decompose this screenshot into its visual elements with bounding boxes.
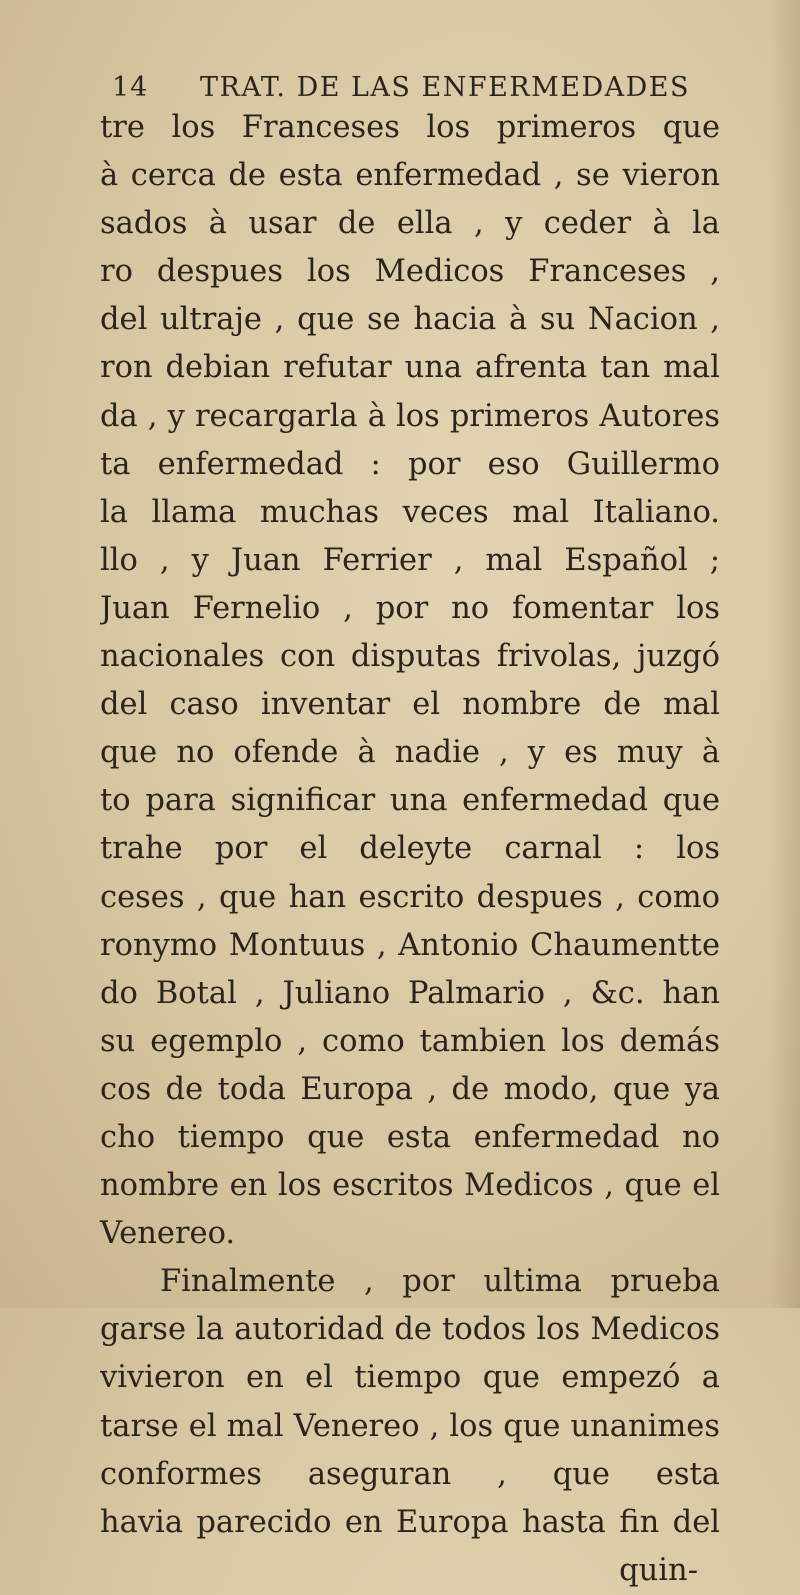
text-line: cos de toda Europa , de modo, que ya <box>100 1071 720 1107</box>
text-line: à cerca de esta enfermedad , se vieron <box>100 158 720 194</box>
text-line: ceses , que han escrito despues , como <box>100 879 720 915</box>
text-line: nombre en los escritos Medicos , que el <box>100 1168 720 1204</box>
text-line: trahe por el deleyte carnal : los <box>100 831 720 867</box>
text-line: llo , y Juan Ferrier , mal Español ; <box>100 542 720 578</box>
paragraph-start-line: Finalmente , por ultima prueba <box>160 1264 720 1300</box>
catchword: quin- <box>619 1552 698 1588</box>
text-line: que no ofende à nadie , y es muy à <box>100 735 720 771</box>
text-line: vivieron en el tiempo que empezó a <box>100 1360 720 1396</box>
text-line: do Botal , Juliano Palmario , &c. han <box>100 975 720 1011</box>
paragraph-end-line: Venereo. <box>100 1216 236 1252</box>
running-title: TRAT. DE LAS ENFERMEDADES <box>200 72 690 103</box>
text-line: nacionales con disputas frivolas, juzgó <box>100 639 720 675</box>
text-line: la llama muchas veces mal Italiano. <box>100 494 720 530</box>
text-line: Juan Fernelio , por no fomentar los <box>100 590 720 626</box>
text-line: cho tiempo que esta enfermedad no <box>100 1119 720 1155</box>
text-line: tre los Franceses los primeros que <box>100 110 720 145</box>
page-edge-shadow <box>770 0 800 1308</box>
body-text <box>100 104 720 1595</box>
page-number: 14 <box>112 72 149 103</box>
text-line: to para significar una enfermedad que <box>100 783 720 819</box>
text-line: del caso inventar el nombre de mal <box>100 687 720 723</box>
text-line: ta enfermedad : por eso Guillermo <box>100 446 720 482</box>
text-line: ron debian refutar una afrenta tan mal <box>100 350 720 386</box>
text-line: del ultraje , que se hacia à su Nacion , <box>100 302 720 338</box>
text-line: su egemplo , como tambien los demás <box>100 1023 720 1059</box>
text-line: havia parecido en Europa hasta fin del <box>100 1504 720 1540</box>
text-line: ro despues los Medicos Franceses , <box>100 254 720 290</box>
text-line: tarse el mal Venereo , los que unanimes <box>100 1408 720 1444</box>
text-line: da , y recargarla à los primeros Autores <box>100 398 720 434</box>
text-line: garse la autoridad de todos los Medicos <box>100 1312 720 1348</box>
text-line: sados à usar de ella , y ceder à la <box>100 206 720 242</box>
text-line: conformes aseguran , que esta <box>100 1456 720 1492</box>
text-line: ronymo Montuus , Antonio Chaumentte <box>100 927 720 963</box>
